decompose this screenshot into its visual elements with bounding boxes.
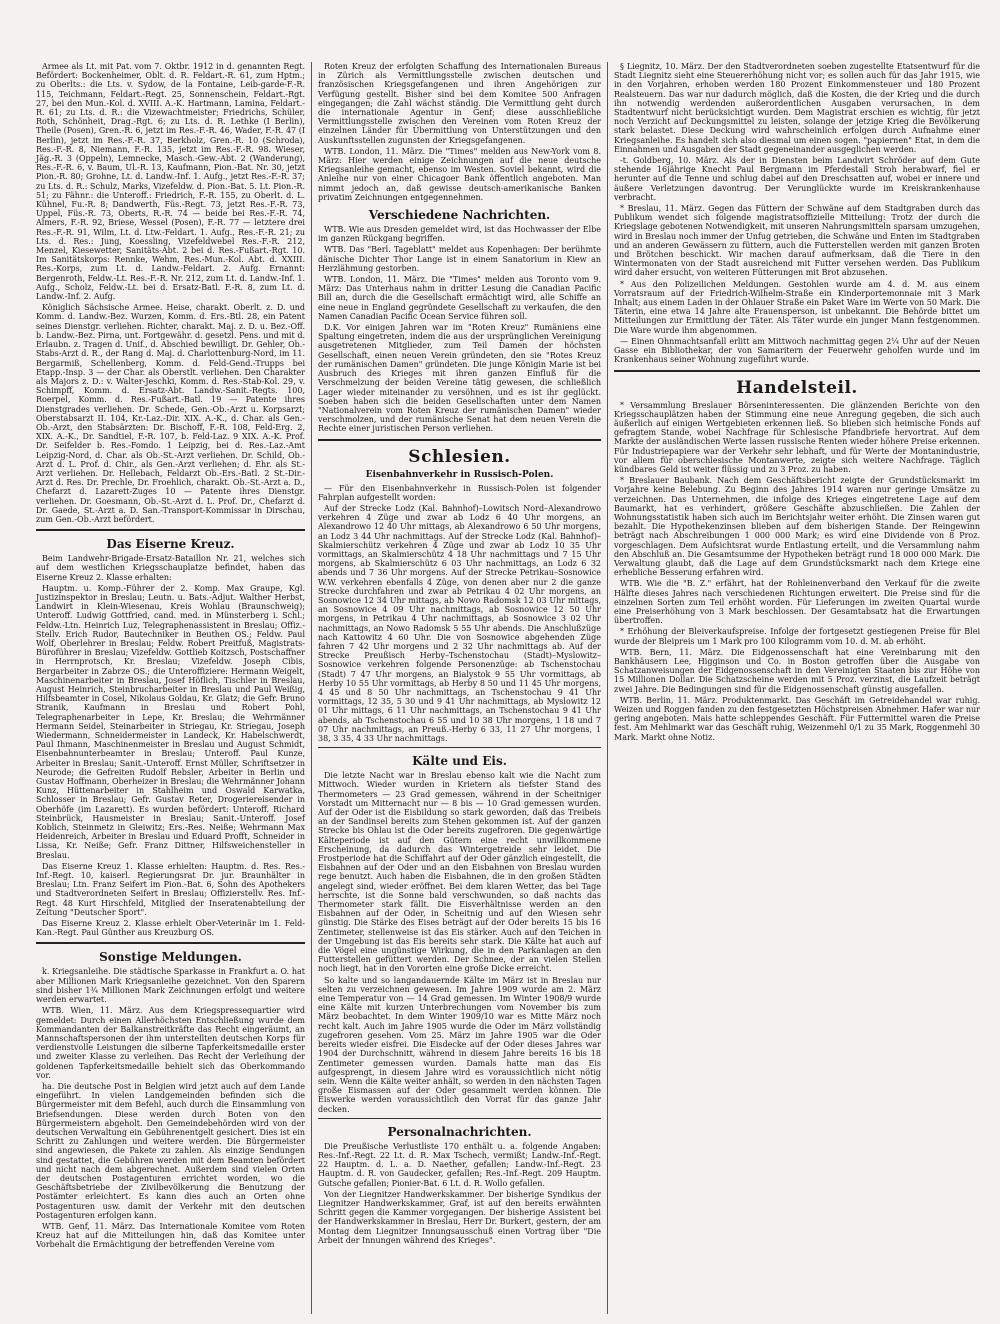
article-vienna: WTB. Wien, 11. März. Aus dem Kriegspressequartier wird gemeldet: Durch einen Allerhöchsten Entschließung wurde dem Kommandanten der Balkanstreitkräfte das Recht eingeräumt, an Mannschaftspersonen der ihm unterstellten deutschen Korps für verdienstvolle Leistungen die silberne Tapferkeitsmedaille erster und zweiter Klasse zu verleihen. Das Recht der Verleihung der goldenen Tapferkeitsmedaille behielt sich das Oberkommando vor.: [36, 1006, 305, 1080]
article-liegnitz: § Liegnitz, 10. März. Der den Stadtverordneten soeben zugestellte Etatsentwurf für die Stadt Liegnitz sieht eine Steuererhöhung nicht vor; es sollen auch für das Jahr 1915, wie in den Vorjahren, erhoben werden 180 Prozent Einkommensteuer und 180 Prozent Realsteuern. Das war nur dadurch möglich, daß die Kosten, die der Krieg und die durch ihn notwendig werdenden außerordentlichen Ausgaben verursachen, in dem Stadtentwurf nicht berücksichtigt wurden. Dem Magistrat erschien es wichtig, für jetzt noch Verzicht auf Deckungsmittel zu leisten, solange der jetzige Krieg die Bevölkerung stark belastet. Diese Deckung wird wahrscheinlich erfolgen durch Aufnahme einer Kriegsanleihe. Es handelt sich also diesmal um einen sogen. "papiernen" Etat, in dem die Einnahmen und Ausgaben der Stadt gegeneinander ausgeglichen werden.: [614, 62, 980, 154]
railway-timetable: Auf der Strecke Lodz (Kal. Bahnhof)–Lowitsch Nord–Alexandrowo verkehren 4 Züge und zwar ab Lodz 6 40 Uhr morgens, an Alexandrowo 12 40 Uhr mittags, ab Alexandrowo 6 50 Uhr morgens, an Lodz 3 44 Uhr nachmittags. Auf der Strecke Lodz (Kal. Bahnhof)–Skalmierschütz verkehren 4 Züge und zwar ab Lodz 10 35 Uhr vormittags, an Skalmierschütz 4 18 Uhr nachmittags und 7 15 Uhr morgens, ab Skalmierschütz 6 03 Uhr nachmittags, an Lodz 6 32 abends und 7 36 Uhr morgens. Auf der Strecke Petrikau–Sosnowice W.W. verkehren ebenfalls 4 Züge, von denen aber nur 2 die ganze Strecke durchfahren und zwar ab Petrikau 4 02 Uhr morgens, an Sosnowice 12 34 Uhr mittags, ab Nowo Radomsk 12 03 Uhr mittags, an Sosnowice 4 09 Uhr nachmittags, ab Sosnowice 12 50 Uhr morgens, in Petrikau 4 Uhr nachmittags, ab Sosnowice 3 02 Uhr nachmittags, an Nowo Radomsk 5 55 Uhr abends. Die Anschlußzüge nach Kattowitz 4 60 Uhr. Die von Sosnowice abgehenden Züge fahren 7 42 Uhr morgens und 2 32 Uhr nachmittags ab. Auf der Strecke Preußisch Herby–Tschenstochau (Stadt)–Myslowitz–Sosnowice verkehren folgende Personenzüge: ab Tschenstochau (Stadt) 7 47 Uhr morgens, an Bialystok 9 55 Uhr vormittags, ab Herby 10 55 Uhr vormittags, ab Herby 8 50 und 11 45 Uhr morgens, 4 45 und 8 50 Uhr nachmittags, an Tschenstochau 9 41 Uhr vormittags, 12 35, 5 30 und 9 41 Uhr nachmittags, ab Myslowitz 12 01 Uhr mittags, 6 11 Uhr nachmittags, an Tschenstochau 9 41 Uhr abends, ab Tschenstochau 6 55 und 10 38 Uhr morgens, 1 18 und 7 07 Uhr nachmittags, an Preuß.-Herby 6 33, 11 27 Uhr morgens, 1 38, 3 35, 4 33 Uhr nachmittags.: [318, 503, 601, 743]
article-red-cross: Roten Kreuz der erfolgten Schaffung des Internationalen Bureaus in Zürich als Vermittlungsstelle zwischen deutschen und französischen Kriegsgefangenen und ihren Angehörigen zur Verfügung gestellt. Bisher sind bei dem Komitee 500 Anfragen eingegangen; die Zahl wächst ständig. Die Vermittlung geht durch die internationale Agentur in Genf; diese ausschließliche Vermittlungsstelle zwischen den Vereinen vom Roten Kreuz der einzelnen Länder für Übermittlung von Unterstützungen und den Auskunftsstellen zugunsten der Kriegsgefangenen.: [318, 62, 601, 145]
article-dresden: WTB. Wie aus Dresden gemeldet wird, ist das Hochwasser der Elbe im ganzen Rückgang begriffen.: [318, 225, 601, 244]
section-rule: [318, 747, 601, 748]
article-war-loan: k. Kriegsanleihe. Die städtische Sparkasse in Frankfurt a. O. hat aber Millionen Mark Kriegsanleihe gezeichnet. Von den Sparern sind bisher 1¾ Millionen Mark Zeichnungen erfolgt und weitere werden erwartet.: [36, 967, 305, 1005]
article-exchange: * Versammlung Breslauer Börseninteressenten. Die glänzenden Berichte von den Kriegsschauplätzen haben der Stimmung eine neue Anregung gegeben, die sich auch äußerlich auf einigen Wertgebieten erkennen ließ. So blieben sich heimische Fonds auf gefragtem Stande, wobei Nachfrage für Schlesische Pfandbriefe hervortrat. Auf dem Markte der ausländischen Werte lassen russische Renten wieder höhere Preise erkennen. Für Industriepapiere war der Verkehr sehr lebhaft, und für Werte der Montanindustrie, vor allem für oberschlesische Montanwerte, zeigte sich weitere Nachfrage. Täglich kündbares Geld ist weiter flüssig und zu 3 Proz. zu haben.: [614, 400, 980, 474]
article-faint: — Einen Ohnmachtsanfall erlitt am Mittwoch nachmittag gegen 2¼ Uhr auf der Neuen Gasse ein Bibliothekar, der von Samaritern der Feuerwehr geholfen wurde und im Krankenhaus seiner Wohnung zugeführt wurde.: [614, 336, 980, 365]
military-promotions: Armee als Lt. mit Pat. vom 7. Oktbr. 1912 in d. genannten Regt. Befördert: Bockenheimer, Oblt. d. R. Feldart.-R. 61, zum Hptm.; zu Oberlts.: die Lts. v. Sydow, de la Fontaine, Leib-garde-F.-R. 115, Teichmann, Feldart.-Regt. 25, Sonnenschein, Feldart.-Rgt. 27, bei den Mun.-Kol. d. XVIII. A.-K. Hartmann, Lamina, Feldart.-R. 61; zu Lts. d. R.: die Vizewachtmeister; Friedrichs, Schüler, Roth, Schönheit, Drag.-Rgt. 6; zu Lts. d. R. Lethke (I Berlin), Theile (Posen), Gren.-R. 6, jetzt im Res.-F.-R. 46, Wader, F.-R. 47 (I Berlin), jetzt im Res.-F.-R. 37, Berkholz, Gren.-R. 10 (Schroda), Res.-F.-R. 8, Niemann, F.-R. 135, jetzt im Res.-F.-R. 98. Wieser, Jäg.-R. 3 (Oppeln), Lemnecke, Masch.-Gew.-Abt. 2 (Wanderung), Res.-F.-R. 6, v. Baum, Ul.-R. 13, Kaufmann, Pion.-Bat. Nr. 30, jetzt Pion.-R. 80; Grohne, Lt. d. Landw.-Inf. 1. Aufg., jetzt Res.-F.-R. 37; zu Lts. d. R.: Schulz, Marks, Vizefeldw. d. Pion.-Bat. 5. Lt. Pion.-R. 51; zu Fähnr.: die Unteroff.: Friedrich, F.-R. 155, zu Oberlt. d. L. Kühnel, Fu.-R. 8; Dandwerth, Füs.-Regt. 73, jetzt Res.-F.-R. 73, Uppel, Füs.-R. 73, Oberts, R.-R. 74 — beide bei Res.-F.-R. 74, Almers, F.-R. 92, Briese, Wessel (Posen), F.-R. 77 — letztere drei Res.-F.-R. 91, Wilm, Lt. d. Ltw.-Feldart. 1. Aufg., Res.-F.-R. 21; zu Lts. d. Res.: Jung, Koessling, Vizefeldwebel Res.-F.-R. 212, Menzel, Kiesewetter, Sanitäts-Abt. 2 bei d. Res.-Fußart.-Rgt. 10. Im Sanitätskorps: Rennke, Wehm, Res.-Mun.-Kol. Abt. d. XXIII. Res.-Korps, zum Lt. d. Landw.-Feldart. 2. Aufg. Ernannt: Bergenroth, Feldw.-Lt. Res.-F.-R. Nr. 212, zum Lt. d. Landw.-Inf. 1. Aufg., Scholz, Feldw.-Lt. bei d. Ersatz-Batl. F.-R. 8, zum Lt. d. Landw.-Inf. 2. Aufg.: [36, 62, 305, 302]
column-1: [30, 62, 312, 1314]
heading-trade: Handelsteil.: [736, 377, 858, 398]
heading-various-news: Verschiedene Nachrichten.: [368, 208, 551, 223]
article-romania: D.K. Vor einigen Jahren war im "Roten Kreuz" Rumäniens eine Spaltung eingetreten, indem die aus der ursprünglichen Vereinigung ausgetretenen Mitglieder, zum Teil Damen der höchsten Gesellschaft, einen neuen Verein gründeten, den sie "Rotes Kreuz der rumänischen Damen" gründeten. Die junge Königin Marie ist bei Ausbruch des Krieges mit ihren ganzen Einfluß für die Verschmelzung der beiden Vereine tätig gewesen, die schließlich Lager wieder miteinander zu versöhnen, und es ist ihr geglückt. Soeben haben sich die beiden Gesellschaften unter dem Namen "Nationalverein vom Roten Kreuz der rumänischen Damen" wieder verschmolzen, und der rumänische Senat hat dem neuen Verein die Rechte einer juristischen Person verliehen.: [318, 323, 601, 434]
article-cold-2: So kalte und so langandauernde Kälte im März ist in Breslau nur selten zu verzeichnen gewesen. Im Jahre 1909 wurde am 2. März eine Temperatur von — 14 Grad gemessen. Im Winter 1908/9 wurde eine Kälte mit kurzen Unterbrechungen vom November bis zum März beobachtet. In dem Winter 1909/10 war es Mitte März noch recht kalt. Auch im Jahre 1905 wurde die Oder im März vollständig zugefroren gesehen. Vom 25. März im Jahre 1905 war die Oder bereits wieder eisfrei. Die Eisdecke auf der Oder dieses Jahres war 1904 der Durchschnitt, während in diesem Jahre bereits 16 bis 18 Zentimeter gemessen wurden. Damals hatte man das Eis aufgesprengt, in diesem Jahre wird es voraussichtlich nicht nötig sein. Wenn die Kälte weiter anhält, so werden in den nächsten Tagen große Eismassen auf der Oder gesammelt werden können. Die Eiswerke werden voraussichtlich den Vorrat für das ganze Jahr decken.: [318, 975, 601, 1114]
article-cold-1: Die letzte Nacht war in Breslau ebenso kalt wie die Nacht zum Mittwoch. Wieder wurden in Krietern als tiefster Stand des Thermometers — 23 Grad gemessen, während in der Scheitniger Vorstadt um Mitternacht nur — 8 bis — 10 Grad gemessen wurden. Auf der Oder ist die Eisbildung so stark geworden, daß das Treibeis an der Sandinsel bereits zum Stehen gekommen ist. Auf der ganzen Strecke bis Ohlau ist die Oder bereits zugefroren. Die gegenwärtige Kälteperiode ist auf den Gütern eine recht unwillkommene Erscheinung, da dadurch das Wintergetreide sehr leidet. Die Frostperiode hat die Schiffahrt auf der Oder gänzlich eingestellt, die Eisbahnen auf der Oder und an den Eisbahnen von Breslau wurden rege benutzt. Auch haben die Eisbahnen, die in den großen Städten angelegt sind, wieder eröffnet. Bei dem klaren Wetter, das bei Tage herrschte, ist die Sonne bald verschwunden, so daß nachts das Thermometer stark fällt. Die Eisverhältnisse werden an den Eisbahnen auf der Oder, in Scheitnig und auf den Wiesen sehr günstig. Die Stärke des Eises beträgt auf der Oder bereits 15 bis 16 Zentimeter, stellenweise ist das Eis stärker. Auch auf den Teichen in der Umgebung ist das Eis bereits sehr stark. Die Kälte hat auch auf die Vögel eine ungünstige Wirkung, die in den Parkanlagen an den Futterstellen gefüttert werden. Der Schnee, der an vielen Stellen noch liegt, hat in den Vororten eine große Dicke erreicht.: [318, 771, 601, 974]
article-toronto: WTB. London, 11. März. Die "Times" melden aus Toronto vom 9. März: Das Unterhaus nahm in dritter Lesung die Canadian Pacific Bill an, durch die die Gesellschaft ermächtigt wird, alle Schiffe an eine neue in England gegründete Gesellschaft zu verkaufen, die den Namen Canadian Pacific Ocean Service führen soll.: [318, 275, 601, 321]
article-geneva: WTB. Genf, 11. März. Das Internationale Komitee vom Roten Kreuz hat auf die Mitteilungen hin, daß das Komitee unter Vorbehalt die Ermächtigung der betreffenden Vereine vom: [36, 1221, 305, 1250]
article-police: * Aus den Polizeilichen Meldungen. Gestohlen wurde am 4. d. M. aus einem Vorratsraum auf der Friedrich-Wilhelm-Straße ein Kinderportemonnaie mit 3 Mark Inhalt; aus einem Laden in der Ohlauer Straße ein Paket Ware im Werte von 50 Mark. Die Täterin, eine etwa 14 Jahre alte Frauensperson, ist unbekannt. Die Behörde bittet um Mitteilungen zur Ermittlung der Täter. Als Täter wurde ein junger Mann festgenommen. Die Ware wurde ihm abgenommen.: [614, 279, 980, 335]
saxon-army-promotions: Königlich Sächsische Armee. Heise, charakt. Oberlt. z. D. und Komm. d. Landw.-Bez. Wurzen, Komm. d. Ers.-Btl. 28, ein Patent seines Dienstgr. verliehen. Richter, charakt. Maj. z. D. u. Bez.-Off. b. Landw.-Bez. Pirna, unt. Fortgewähr. d. gesetzl. Pens. und mit d. Erlaubn. z. Tragen d. Unif., d. Abschied bewilligt. Dr. Gehler, Ob.-Stabs-Arzt d. R., der Rang d. Maj. d. Charlottenburg-Nord, im 11. Bergarmiß, Schellenberg, Komm. d. Feld-Gend.-Trupps bei Etapp.-Insp. 3 — der Char. als Oberstlt. verliehen. Den Charakter als Majors z. D.: v. Walter-Jeschki, Komm. d. Res.-Stab-Kol. 29, v. Schimpff, Komm. d. Ersatz-Abt. Landw.-Sanit.-Regts. 100, Roerpel, Komm. d. Res.-Fußart.-Batl. 19 — Patente ihres Dienstgrades verliehen. Dr. Schede, Gen.-Ob.-Arzt u. Korpsarzt; Oberstabsarzt II. 104, Kr.-Laz.-Dir. XIX. A.-K., d. Char. als Gen.-Ob.-Arzt, den Stabsärzten: Dr. Bischoff, F.-R. 108, Feld-Erg. 2, XIX. A.-K., Dr. Sandtiel, F.-R. 107, b. Feld-Laz. 9 XIX. A.-K. Prof. Dr. Seifelder b. Res.-Fomdo. 1 Leipzig, bei d. Res.-Laz.-Amt Leipzig-Nord, d. Char. als Ob.-St.-Arzt verliehen. Dr. Schild, Ob.-Arzt d. L. Prof. d. Chir., als Gen.-Arzt verliehen; d. Ehr. als St.-Arzt verliehen. Dr. Hellebach, Feldarzt Ob.-Ers.-Batl. 2 St.-Dir.-Arzt d. Res. Dr. Prechle, Dr. Froehlich, charakt. Ob.-St.-Arzt a. D., Chefarzt d. Lazarett-Zuges 10 — Patente ihres Dienstgr. verliehen. Dr. Goesmann, Ob.-St.-Arzt d. L. Prof. Dr., Chefarzt d. Dr. Gaede, St.-Arzt a. D. San.-Transport-Kommissar in Dirschau, zum Gen.-Ob.-Arzt befördert.: [36, 303, 305, 524]
article-lead: * Erhöhung der Bleiverkaufspreise. Infolge der fortgesetzt gestiegenen Preise für Blei wurde der Bleipreis um 1 Mark pro 100 Kilogramm vom 10. d. M. ab erhöht.: [614, 627, 980, 646]
iron-cross-first-class: Das Eiserne Kreuz 1. Klasse erhielten: Hauptm. d. Res. Res.-Inf.-Regt. 10, kaiserl. Regierungsrat Dr. jur. Braunhälter in Breslau; Ltn. Franz Seifert im Pion.-Bat. 6, Sohn des Apothekers und Stadtverordneten Seifert in Breslau; Offizierstellv. Res. Inf.-Regt. 48 Kurt Hirschfeld, Mitglied der Inseratenabteilung der Zeitung "Deutscher Sport".: [36, 861, 305, 917]
article-loss-list: Die Preußische Verlustliste 170 enthält u. a. folgende Angaben: Res.-Inf.-Regt. 22 Lt. d. R. Max Tschech, vermißt; Landw.-Inf.-Regt. 22 Hauptm. d. L. a. D. Naether, gefallen; Landw.-Inf.-Regt. 23 Hauptm. d. R. von Gaudecker, gefallen; Res.-Inf.-Regt. 209 Hauptm. Gutsche gefallen; Pionier-Bat. 6 Lt. d. R. Wollo gefallen.: [318, 1141, 601, 1188]
article-goldberg: -t. Goldberg, 10. März. Als der in Diensten beim Landwirt Schröder auf dem Gute stehende 16jährige Knecht Paul Bergmann im Pferdestall Stroh herabwarf, fiel er herunter auf die Tenne und schlug dabei auf den Dreschsatten auf, wobei er innere und äußere Verletzungen davontrug. Der Verunglückte wurde im Kreiskrankenhause verbracht.: [614, 156, 980, 202]
railway-intro: — Für den Eisenbahnverkehr in Russisch-Polen ist folgender Fahrplan aufgestellt worden:: [318, 483, 601, 502]
article-swans: * Breslau, 11. März. Gegen das Füttern der Schwäne auf dem Stadtgraben durch das Publikum wendet sich folgende magistratsoffizielle Mitteilung: Trotz der durch die Kriegslage gebotenen Notwendigkeit, mit unseren Nahrungsmitteln sparsam umzugehen, wird in Breslau noch immer der Unfug getrieben, die Schwäne und Enten im Stadtgraben und an anderen Gewässern zu füttern, auch die Futterstellen werden mit ganzen Broten und Brötchen beschickt. Wir machen darauf aufmerksam, daß die Tiere in den Wintermonaten von der Stadt ausreichend mit Futter versehen werden. Das Publikum wird daher ersucht, von weiteren Fütterungen mit Brot abzusehen.: [614, 204, 980, 278]
heading-other-news: Sonstige Meldungen.: [99, 950, 242, 965]
heading-silesia: Schlesien.: [408, 446, 511, 467]
article-london-times: WTB. London, 11. März. Die "Times" melden aus New-York vom 8. März: Hier werden einige Zeichnungen auf die neue deutsche Kriegsanleihe gemacht, ebenso im Westen. Soviel bekannt, wird die Anleihe nur von einer Chicagoer Bank öffentlich angeboten. Man nimmt jedoch an, daß gewisse deutsch-amerikanische Banken privatim Zeichnungen entgegennehmen.: [318, 146, 601, 202]
article-produce: WTB. Berlin, 11. März. Produktenmarkt. Das Geschäft im Getreidehandel war ruhig. Weizen und Roggen fanden zu den festgesetzten Höchstpreisen Abnehmer. Hafer war nur gering angeboten. Mais hatte schleppendes Geschäft. Für Futtermittel waren die Preise fest. Am Mehlmarkt war das Geschäft ruhig, Weizenmehl 0/1 zu 35 Mark, Roggenmehl 30 Mark. Markt ohne Notiz.: [614, 695, 980, 742]
article-copenhagen: WTB. Das "Berl. Tageblatt" meldet aus Kopenhagen: Der berühmte dänische Dichter Thor Lange ist in einem Sanatorium in Kiew an Herzlähmung gestorben.: [318, 245, 601, 273]
column-3: [608, 62, 986, 1314]
section-rule: [318, 1118, 601, 1119]
columns: [30, 62, 986, 1314]
article-post-belgium: ha. Die deutsche Post in Belgien wird jetzt auch auf dem Lande eingeführt. In vielen Landgemeinden befinden sich die Bürgermeister mit dem Befehl, auch durch die Einsammlung von Briefsendungen. Diese werden durch Boten von den Bürgermeistern abgeholt. Den Gemeindebehörden wird von der deutschen Verwaltung ein Gebührenentgelt gesichert. Dies ist ein Schritt zu Zahlungen und weitere werden. Die Bürgermeister sind angewiesen, die Pakete zu zahlen. Als einzige Sendungen sind gestattet, die Gebühren werden mit dem Beamten befördert und nicht nach dem abgerechnet. Außerdem sind vielen Orten der deutschen Postagenturen errichtet worden, wo die Geschäftsbetriebe der Zivilbevölkerung die Benutzung der Postämter erleichtert. Es kann dies auch an Orten ohne Postagenturen usw. damit der Verkehr mit den deutschen Postagenturen erfolgen kann.: [36, 1081, 305, 1220]
article-bern: WTB. Bern, 11. März. Die Eidgenossenschaft hat eine Vereinbarung mit den Bankhäusern Lee, Higginson und Co. in Boston getroffen über die Ausgabe von Schatzanweisungen der Eidgenossenschaft in den Vereinigten Staaten bis zur Höhe von 15 Millionen Dollar. Die Schatzscheine werden mit 5 Proz. verzinst, die Laufzeit beträgt zwei Jahre. Die Bedingungen sind für die Eidgenossenschaft günstig ausgefallen.: [614, 647, 980, 694]
section-rule: [318, 439, 601, 441]
heading-cold-ice: Kälte und Eis.: [412, 754, 507, 769]
iron-cross-intro: Beim Landwehr-Brigade-Ersatz-Bataillon Nr. 21, welches sich auf dem westlichen Kriegsschauplatze befindet, haben das Eiserne Kreuz 2. Klasse erhalten:: [36, 554, 305, 582]
article-linen: WTB. Wie die "B. Z." erfährt, hat der Rohleinenverband den Verkauf für die zweite Hälfte dieses Jahres nach verschiedenen Richtungen erweitert. Die Preise sind für die einzelnen Sorten zum Teil erhöht worden. Für Lieferungen im zweiten Quartal wurde eine Preiserhöhung von 3 Mark beschlossen. Der Gesamtabsatz hat die Erwartungen übertroffen.: [614, 579, 980, 626]
heading-iron-cross: Das Eiserne Kreuz.: [106, 537, 235, 552]
heading-personal: Personalnachrichten.: [387, 1124, 532, 1139]
section-rule: [614, 370, 980, 372]
section-rule: [36, 942, 305, 944]
column-2: [312, 62, 608, 1314]
iron-cross-second-class: Das Eiserne Kreuz 2. Klasse erhielt Ober-Veterinär im 1. Feld-Kan.-Regt. Paul Günther aus Kreuzburg OS.: [36, 919, 305, 938]
heading-railway: Eisenbahnverkehr in Russisch-Polen.: [365, 469, 554, 480]
section-rule: [36, 529, 305, 531]
iron-cross-list: Hauptm. u. Komp.-Führer der 2. Komp. Max Graupe, Kgl. Justizinspektor in Breslau; Leutn. u. Bats.-Adjut. Walther Herbst, Landwirt in Klein-Wiesenau, Kreis Wohlau (Braunschweig); Unteroff. Ludwig Gottfried, cand. med. in Münsterberg i. Schl.; Feldw.-Ltn. Heinrich Luz, Telegraphenassistent in Breslau; Offiz.-Stellv. Erich Rudor, Bautechniker in Beuthen OS.; Feldw. Paul Wolf, Oberlehrer in Breslau; Feldw. Robert Preitfuß, Magistrats-Büroführer in Breslau; Vizefeldw. Gottlieb Koitzsch, Postschaffner in Herrnprotsch, Kr. Breslau; Vizefeldw. Joseph Cibis, Bergarbeiter in Zabrze OS.; die Unteroffiziere: Hermann Weigelt, Maschinenarbeiter in Breslau, Josef Höflich, Tischler in Breslau, August Heinrich, Steinbrucharbeiter in Breslau und Paul Weißig, Hilfsbeamter in Cosel, Nikolaus Goldau, Kr. Glatz; die Gefr. Bruno Stranik, Kaufmann in Breslau und Robert Pohl, Telegraphenarbeiter in Lepe, Kr. Breslau; die Wehrmänner Hermann Seidel, Steinarbeiter in Striegau, Kr. Striegau, Joseph Wiedermann, Schneidermeister in Landeck, Kr. Habelschwerdt, Paul Ihmann, Maschinenmeister in Breslau und August Schmidt, Eisenbahnunterbeamter in Breslau; Unteroff. Paul Kunze, Arbeiter in Breslau; Sanit.-Unteroff. Ernst Müller, Schriftsetzer in Neurode; die Gefreiten Rudolf Rebsler, Arbeiter in Berlin und Gustav Hoffmann, Oberheizer in Breslau; die Wehrmänner Johann Kunz, Hüttenarbeiter in Stahlheim und Oswald Karwatka, Schlosser in Breslau; Gefr. Gustav Reter, Drogeriereisender in Oberhöfe (im Lazarett). Es wurden befördert: Unteroff. Richard Steinbrück, Hausmeister in Breslau; Sanit.-Unteroff. Josef Koblich, Steinmetz in Gleiwitz; Ers.-Res. Neiße; Wehrmann Max Heidenreich, Arbeiter in Breslau und Eduard Profft, Schneider in Lissa, Kr. Neiße; Gefr. Franz Dittner, Hilfsweichensteller in Breslau.: [36, 583, 305, 860]
article-building-bank: * Breslauer Baubank. Nach dem Geschäftsbericht zeigte der Grundstücksmarkt im Vorjahre keine Belebung. Zu Beginn des Jahres 1914 waren nur geringe Umsätze zu verzeichnen. Das Unternehmen, die infolge des Krieges eingetretene Lage auf dem Baumarkt, hat es verhindert, größere Geschäfte abzuschließen. Die Zahlen der Wohnungsstatistik haben sich auch im Berichtsjahr weiter erhöht. Die Zinsen waren gut bezahlt. Die Hypothekenzinsen blieben auf dem bisherigen Stande. Der Reingewinn beträgt nach Abschreibungen 1 000 000 Mark; es wird eine Dividende von 8 Proz. vorgeschlagen. Dem Aufsichtsrat wurde Entlastung erteilt, und die Versammlung nahm den Abschluß an. Die Gesamtsumme der Hypotheken beträgt rund 18 000 000 Mark. Die Verwaltung glaubt, daß die Lage auf dem Grundstücksmarkt nach dem Kriege eine erhebliche Besserung erfahren wird.: [614, 476, 980, 578]
article-craft-chamber: Von der Liegnitzer Handwerkskammer. Der bisherige Syndikus der Liegnitzer Handwerkskammer, Graf, ist auf den bereits erwähnten Schritt gegen die Kammer vorgegangen. Der bisherige Assistent bei der Handwerkskammer in Breslau, Herr Dr. Burkert, gestern, der am Montag dem Liegnitzer Innungsausschuß einen Vortrag über "Die Arbeit der Innungen während des Krieges".: [318, 1189, 601, 1245]
